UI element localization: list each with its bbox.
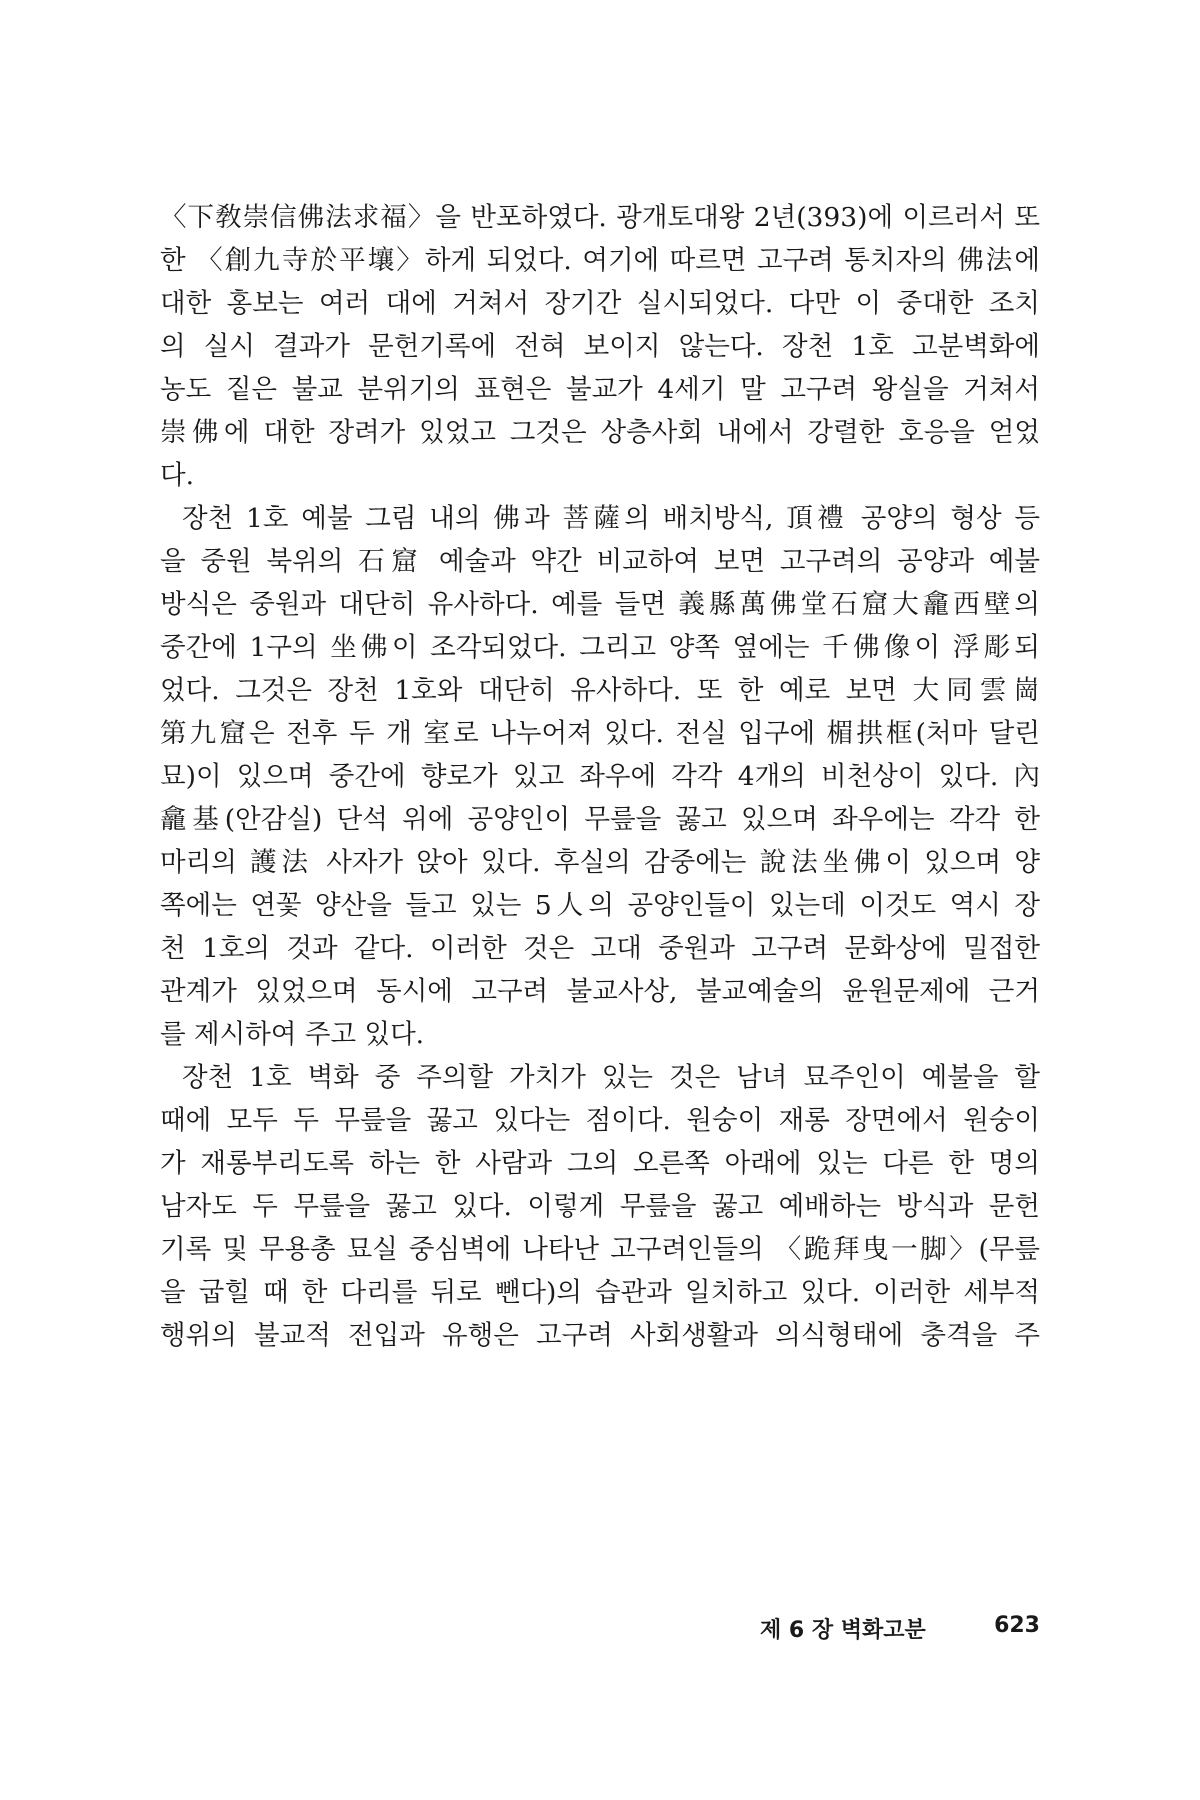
text-line: 관계가 있었으며 동시에 고구려 불교사상, 불교예술의 윤원문제에 근거 xyxy=(160,976,1040,1007)
text-line: 한 〈創九寺於平壤〉하게 되었다. 여기에 따르면 고구려 통치자의 佛法에 xyxy=(160,245,1040,276)
text-line: 다. xyxy=(160,460,195,491)
text-line: 의 실시 결과가 문헌기록에 전혀 보이지 않는다. 장천 1호 고분벽화에 xyxy=(160,331,1040,362)
text-line: 가 재롱부리도록 하는 한 사람과 그의 오른쪽 아래에 있는 다른 한 명의 xyxy=(160,1148,1040,1179)
text-line: 남자도 두 무릎을 꿇고 있다. 이렇게 무릎을 꿇고 예배하는 방식과 문헌 xyxy=(160,1191,1040,1222)
text-line: 행위의 불교적 전입과 유행은 고구려 사회생활과 의식형태에 충격을 주 xyxy=(160,1320,1040,1351)
text-line: 기록 및 무용총 묘실 중심벽에 나타난 고구려인들의 〈跪拜曳一脚〉(무릎 xyxy=(160,1234,1040,1265)
text-line: 을 중원 북위의 石窟 예술과 약간 비교하여 보면 고구려의 공양과 예불 xyxy=(160,546,1040,577)
text-line: 장천 1호 벽화 중 주의할 가치가 있는 것은 남녀 묘주인이 예불을 할 xyxy=(182,1062,1040,1093)
text-line: 방식은 중원과 대단히 유사하다. 예를 들면 義縣萬佛堂石窟大龕西壁의 xyxy=(160,589,1040,620)
chapter-title: 제 6 장 벽화고분 xyxy=(760,1618,926,1643)
text-line: 〈下敎崇信佛法求福〉을 반포하였다. 광개토대왕 2년(393)에 이르러서 또 xyxy=(160,202,1040,233)
text-line: 천 1호의 것과 같다. 이러한 것은 고대 중원과 고구려 문화상에 밀접한 xyxy=(160,933,1040,964)
running-footer xyxy=(760,1613,1040,1649)
text-line: 쪽에는 연꽃 양산을 들고 있는 5人의 공양인들이 있는데 이것도 역시 장 xyxy=(160,890,1040,921)
text-line: 장천 1호 예불 그림 내의 佛과 菩薩의 배치방식, 頂禮 공양의 형상 등 xyxy=(182,503,1040,534)
text-line: 중간에 1구의 坐佛이 조각되었다. 그리고 양쪽 옆에는 千佛像이 浮彫되 xyxy=(160,632,1040,663)
body-text xyxy=(160,196,1040,1357)
text-line: 를 제시하여 주고 있다. xyxy=(160,1019,425,1050)
text-line: 묘)이 있으며 중간에 향로가 있고 좌우에 각각 4개의 비천상이 있다. 內 xyxy=(160,761,1040,792)
page-number: 623 xyxy=(994,1613,1040,1638)
text-line: 龕基(안감실) 단석 위에 공양인이 무릎을 꿇고 있으며 좌우에는 각각 한 xyxy=(160,804,1040,835)
text-line: 第九窟은 전후 두 개 室로 나누어져 있다. 전실 입구에 楣拱框(처마 달린 xyxy=(160,718,1040,749)
text-line: 마리의 護法 사자가 앉아 있다. 후실의 감중에는 說法坐佛이 있으며 양 xyxy=(160,847,1040,878)
text-line: 崇佛에 대한 장려가 있었고 그것은 상층사회 내에서 강렬한 호응을 얻었 xyxy=(160,417,1040,448)
text-line: 농도 짙은 불교 분위기의 표현은 불교가 4세기 말 고구려 왕실을 거쳐서 xyxy=(160,374,1040,405)
text-line: 때에 모두 두 무릎을 꿇고 있다는 점이다. 원숭이 재롱 장면에서 원숭이 xyxy=(160,1105,1040,1136)
text-line: 을 굽힐 때 한 다리를 뒤로 뺀다)의 습관과 일치하고 있다. 이러한 세부적 xyxy=(160,1277,1040,1308)
text-line: 대한 홍보는 여러 대에 거쳐서 장기간 실시되었다. 다만 이 중대한 조치 xyxy=(160,288,1040,319)
text-line: 었다. 그것은 장천 1호와 대단히 유사하다. 또 한 예로 보면 大同雲崗 xyxy=(160,675,1040,706)
